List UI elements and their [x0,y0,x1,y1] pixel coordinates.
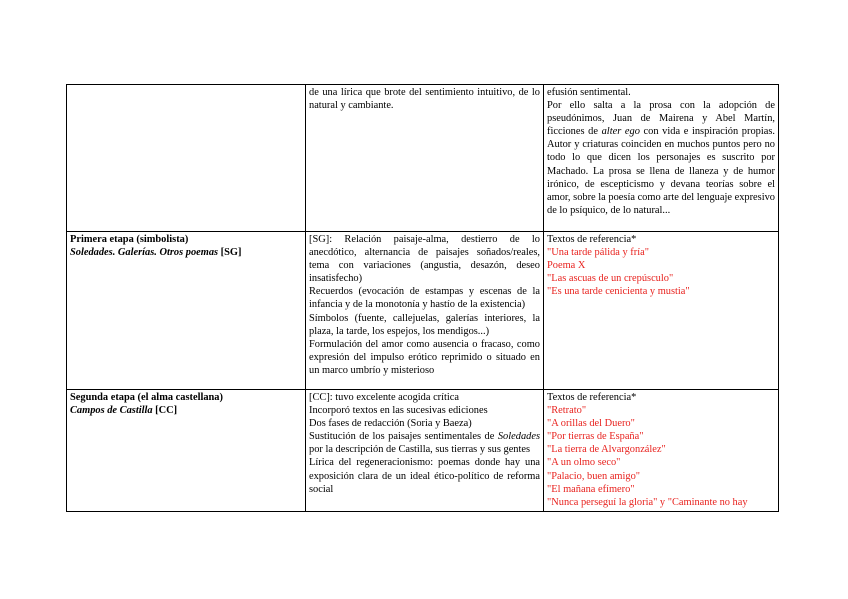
literature-table [66,84,779,512]
reference-item: "El mañana efímero" [547,483,635,495]
table-cell-empty [67,85,306,232]
description-paragraph: Dos fases de redacción (Soria y Baeza) [309,418,472,430]
cell-text: de una lírica que brote del sentimiento intuitivo, de lo natural y cambiante. [309,87,540,112]
paragraph-text: Por ello salta a la prosa con la adopción de pseudónimos, Juan de Mairena y Abel Martín, ficciones de [547,100,775,138]
table-cell-description [306,390,544,512]
reference-item: "A un olmo seco" [547,457,621,469]
reference-item: "A orillas del Duero" [547,418,635,430]
reference-item: "Nunca perseguí la gloria" y "Caminante no hay [547,496,748,508]
table-cell-notes [544,85,779,232]
reference-item: "La tierra de Alvargonzález" [547,444,666,456]
references-heading: Textos de referencia* [547,234,637,245]
table-row-primera-etapa [67,232,779,390]
table-cell-description [306,232,544,390]
paragraph-text: con vida e inspiración propias. Autor y criaturas coinciden en muchos puntos pero no todo lo que dicen los personajes es suscrito por Machado. La prosa se llena de llaneza y de humor irónico, de escepticismo y devana teorías sobre el amor, sobre la poesía como arte del lenguaje expresivo de lo psíquico, de lo natural... [547,126,775,216]
period-subtitle [70,246,302,259]
work-tag: [SG] [218,247,242,259]
table-cell-period [67,232,306,390]
table-cell-description [306,85,544,232]
description-paragraph: [SG]: Relación paisaje-alma, destierro de lo anecdótico, alternancia de paisajes soñados/reales, tema con variaciones (angustia, desazón, deseo insatisfecho) [309,234,540,285]
description-paragraph: Símbolos (fuente, callejuelas, galerías interiores, la plaza, la tarde, los espejos, los mendigos...) [309,312,540,337]
paragraph-text: Sustitución de los paisajes sentimentales de [309,431,498,443]
prose-paragraph [547,99,775,217]
work-tag: [CC] [152,405,178,417]
italic-text: Soledades [497,431,540,443]
description-paragraph [309,430,540,456]
cell-text: efusión sentimental. [547,87,631,98]
table-cell-references [544,390,779,512]
reference-item: Poema X [547,260,586,272]
reference-item: "Por tierras de España" [547,431,644,443]
period-subtitle [70,404,302,417]
table-row-segunda-etapa [67,390,779,512]
reference-item: "Retrato" [547,405,587,417]
period-title: Primera etapa (simbolista) [70,234,189,245]
italic-text: alter ego [601,126,640,138]
description-paragraph: [CC]: tuvo excelente acogida crítica [309,392,460,403]
reference-item: "Es una tarde cenicienta y mustia" [547,286,690,298]
table-row-continuation [67,85,779,232]
description-paragraph: Recuerdos (evocación de estampas y escenas de la infancia y de la monotonía y hastío de la existencia) [309,286,540,311]
paragraph-text: por la descripción de Castilla, sus tierras y sus gentes [309,444,531,456]
reference-item: "Las ascuas de un crepúsculo" [547,273,674,285]
period-title: Segunda etapa (el alma castellana) [70,392,223,403]
reference-item: "Palacio, buen amigo" [547,470,641,482]
table-cell-period [67,390,306,512]
description-paragraph: Lírica del regeneracionismo: poemas donde hay una exposición clara de un ideal ético-político de reforma social [309,457,540,495]
table-cell-references [544,232,779,390]
work-title: Campos de Castilla [70,405,153,417]
reference-item: "Una tarde pálida y fría" [547,247,649,259]
work-title: Soledades. Galerías. Otros poemas [70,247,219,259]
references-heading: Textos de referencia* [547,392,637,403]
description-paragraph: Incorporó textos en las sucesivas ediciones [309,405,488,417]
description-paragraph: Formulación del amor como ausencia o fracaso, como expresión del impulso erótico reprimido o situado en un marco umbrío y misterioso [309,338,540,376]
